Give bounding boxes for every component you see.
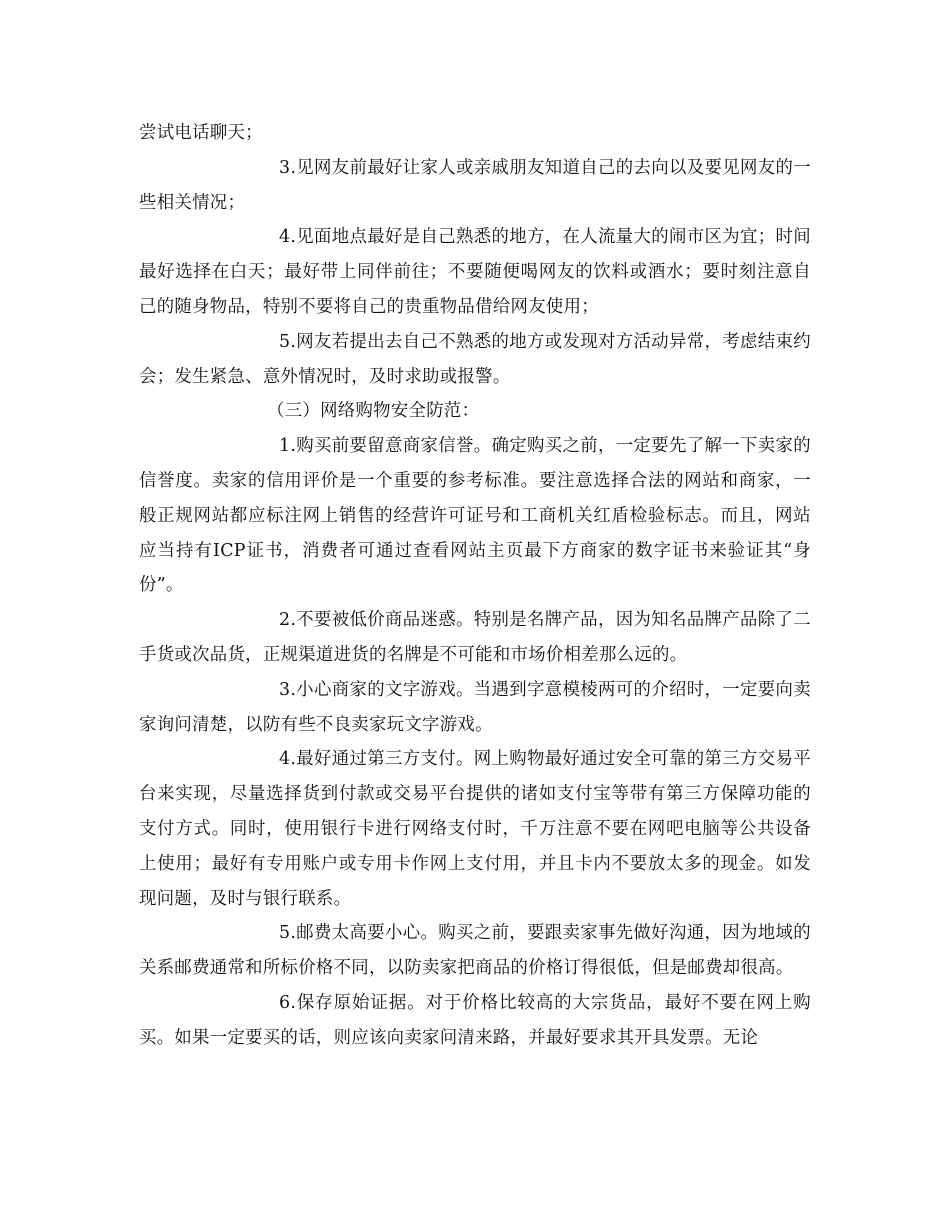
paragraph-shopping-2: 2.不要被低价商品迷惑。特别是名牌产品，因为知名品牌产品除了二手货或次品货，正规渠道进货的名牌是不可能和市场价相差那么远的。	[139, 610, 811, 665]
paragraph-item-4: 4.见面地点最好是自己熟悉的地方，在人流量大的闹市区为宜；时间最好选择在白天；最好带上同伴前往；不要随便喝网友的饮料或酒水；要时刻注意自己的随身物品，特别不要将自己的贵重物品借给网友使用；	[139, 227, 811, 317]
section-heading-online-shopping: （三）网络购物安全防范：	[267, 401, 480, 422]
paragraph-shopping-4: 4.最好通过第三方支付。网上购物最好通过安全可靠的第三方交易平台来实现，尽量选择货到付款或交易平台提供的诸如支付宝等带有第三方保障功能的支付方式。同时，使用银行卡进行网络支付时，千万注意不要在网吧电脑等公共设备上使用；最好有专用账户或专用卡作网上支付用，并且卡内不要放太多的现金。如发现问题，及时与银行联系。	[139, 749, 811, 909]
paragraph-shopping-5: 5.邮费太高要小心。购买之前，要跟卖家事先做好沟通，因为地域的关系邮费通常和所标价格不同，以防卖家把商品的价格订得很低，但是邮费却很高。	[139, 923, 811, 979]
paragraph-continuation: 尝试电话聊天；	[139, 123, 263, 143]
paragraph-shopping-6: 6.保存原始证据。对于价格比较高的大宗货品，最好不要在网上购买。如果一定要买的话，则应该向卖家问清来路，并最好要求其开具发票。无论	[139, 992, 811, 1048]
paragraph-item-3: 3.见网友前最好让家人或亲戚朋友知道自己的去向以及要见网友的一些相关情况；	[139, 157, 811, 213]
paragraph-shopping-3: 3.小心商家的文字游戏。当遇到字意模棱两可的介绍时，一定要向卖家询问清楚，以防有些不良卖家玩文字游戏。	[139, 679, 811, 735]
paragraph-shopping-1: 1.购买前要留意商家信誉。确定购买之前，一定要先了解一下卖家的信誉度。卖家的信用评价是一个重要的参考标准。要注意选择合法的网站和商家，一般正规网站都应标注网上销售的经营许可证号和工商机关红盾检验标志。而且，网站应当持有ICP证书，消费者可通过查看网站主页最下方商家的数字证书来验证其“身份”。	[139, 436, 811, 596]
paragraph-item-5: 5.网友若提出去自己不熟悉的地方或发现对方活动异常，考虑结束约会；发生紧急、意外情况时，及时求助或报警。	[139, 331, 811, 387]
document-body	[139, 116, 811, 1056]
